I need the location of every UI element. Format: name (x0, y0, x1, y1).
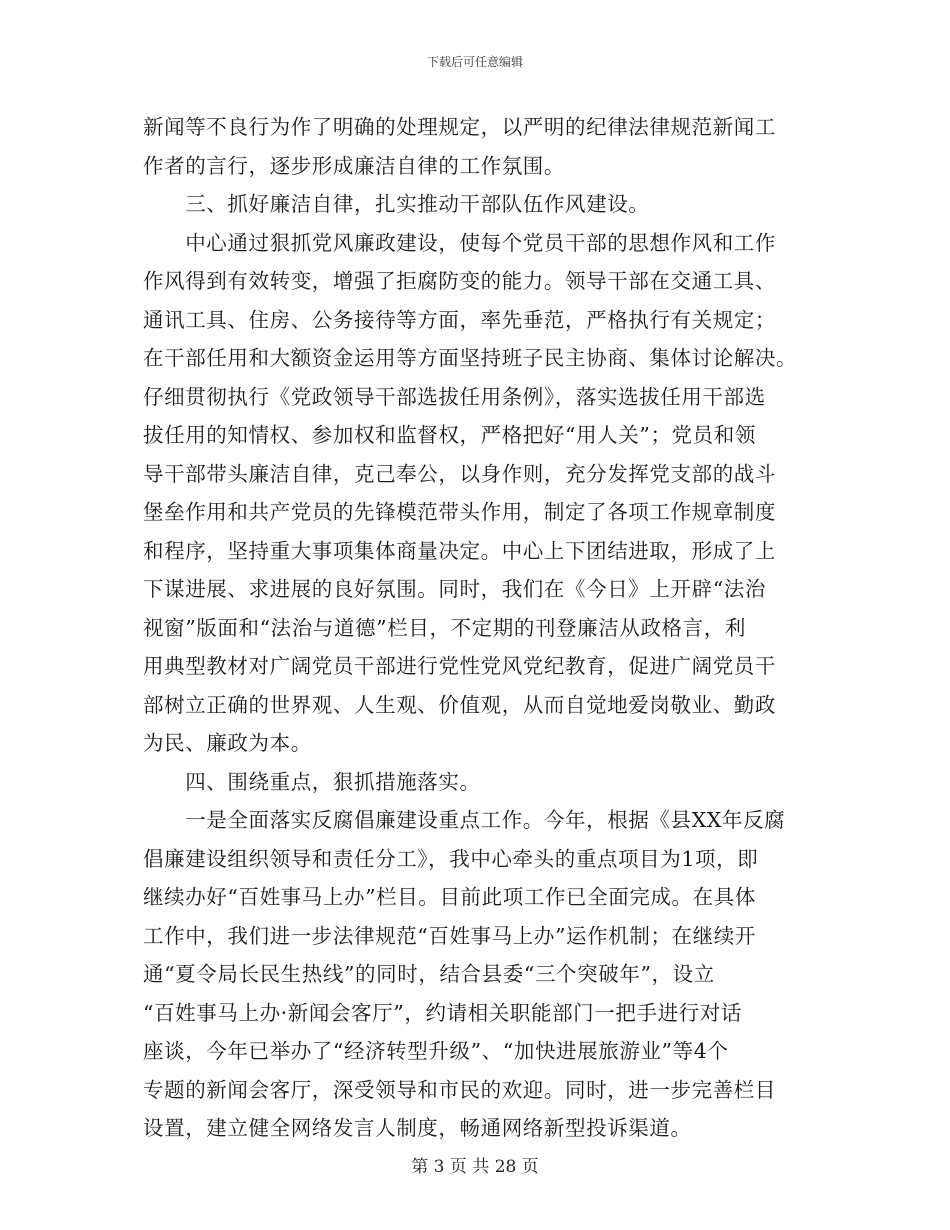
text-line: 在干部任用和大额资金运用等方面坚持班子民主协商、集体讨论解决。 (143, 346, 798, 370)
text-line: 继续办好“百姓事马上办”栏目。目前此项工作已全面完成。在具体 (143, 885, 756, 909)
text-line: 四、围绕重点，狠抓措施落实。 (143, 769, 481, 794)
text-line: 拔任用的知情权、参加权和监督权，严格把好“用人关”；党员和领 (143, 423, 756, 447)
text-line: 用典型教材对广阔党员干部进行党性党风党纪教育，促进广阔党员干 (143, 654, 776, 678)
text-line: 下谋进展、求进展的良好氛围。同时，我们在《今日》上开辟“法治 (143, 577, 766, 601)
text-line: 通“夏令局长民生热线”的同时，结合县委“三个突破年”，设立 (143, 962, 715, 986)
text-line: 仔细贯彻执行《党政领导干部选拔任用条例》，落实选拔任用干部选 (143, 384, 766, 409)
text-line: 工作中，我们进一步法律规范“百姓事马上办”运作机制；在继续开 (143, 923, 756, 948)
text-line: 通讯工具、住房、公务接待等方面，率先垂范，严格执行有关规定； (143, 307, 776, 332)
text-line: 新闻等不良行为作了明确的处理规定，以严明的纪律法律规范新闻工 (143, 115, 776, 139)
text-line: 部树立正确的世界观、人生观、价值观，从而自觉地爱岗敬业、勤政 (143, 692, 776, 717)
text-line: 堡垒作用和共产党员的先锋模范带头作用，制定了各项工作规章制度 (143, 500, 776, 524)
text-line: 三、抓好廉洁自律，扎实推动干部队伍作风建设。 (143, 192, 650, 216)
text-line: “百姓事马上办·新闻会客厅”，约请相关职能部门一把手进行对话 (143, 1000, 742, 1025)
text-line: 为民、廉政为本。 (143, 731, 312, 755)
text-line: 倡廉建设组织领导和责任分工》，我中心牵头的重点项目为1项，即 (143, 846, 759, 871)
text-line: 导干部带头廉洁自律，克己奉公，以身作则，充分发挥党支部的战斗 (143, 461, 776, 486)
text-line: 中心通过狠抓党风廉政建设，使每个党员干部的思想作风和工作 (143, 230, 776, 255)
text-line: 设置，建立健全网络发言人制度，畅通网络新型投诉渠道。 (143, 1116, 692, 1140)
document-body (143, 108, 811, 1148)
text-line: 作风得到有效转变，增强了拒腐防变的能力。领导干部在交通工具、 (143, 269, 776, 293)
text-line: 一是全面落实反腐倡廉建设重点工作。今年，根据《县XX年反腐 (143, 808, 786, 832)
text-line: 和程序，坚持重大事项集体商量决定。中心上下团结进取，形成了上 (143, 538, 776, 563)
text-line: 专题的新闻会客厅，深受领导和市民的欢迎。同时，进一步完善栏目 (143, 1077, 776, 1102)
text-line: 座谈，今年已举办了“经济转型升级”、“加快进展旅游业”等4个 (143, 1039, 729, 1063)
text-line: 视窗”版面和“法治与道德”栏目，不定期的刊登廉洁从政格言，利 (143, 615, 746, 640)
page-header: 下载后可任意编辑 (426, 55, 523, 69)
page-footer: 第 3 页 共 28 页 (411, 1157, 539, 1177)
text-line: 作者的言行，逐步形成廉洁自律的工作氛围。 (143, 153, 565, 178)
